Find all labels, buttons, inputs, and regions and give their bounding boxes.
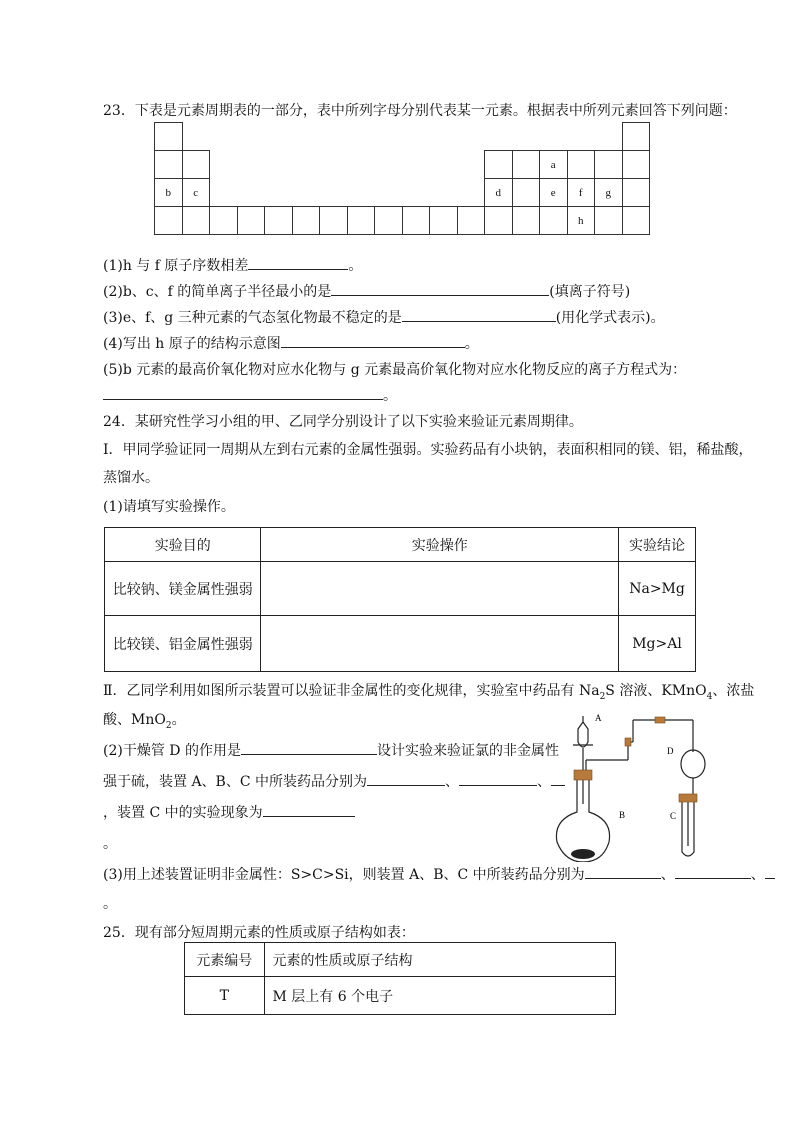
table-cell: 比较钠、镁金属性强弱 bbox=[105, 562, 261, 616]
pt-cell-f: f bbox=[567, 179, 595, 207]
pt-cell-d: d bbox=[485, 179, 513, 207]
pt-cell bbox=[155, 123, 183, 151]
table-cell: Na>Mg bbox=[619, 562, 696, 616]
answer-blank[interactable] bbox=[765, 864, 775, 879]
experiment-table bbox=[104, 527, 696, 672]
answer-blank[interactable] bbox=[241, 740, 377, 755]
answer-blank[interactable] bbox=[675, 864, 751, 879]
apparatus-diagram bbox=[555, 712, 725, 862]
pt-cell-e: e bbox=[540, 179, 568, 207]
answer-blank[interactable] bbox=[281, 333, 465, 348]
table-header: 元素编号 bbox=[185, 943, 265, 977]
pt-cell-a: a bbox=[540, 151, 568, 179]
q24-part1-line2: 蒸馏水。 bbox=[103, 470, 159, 486]
table-cell: T bbox=[185, 977, 265, 1015]
periodic-table-fragment bbox=[154, 122, 650, 235]
q23-part5-answer: 。 bbox=[103, 385, 397, 405]
table-header: 元素的性质或原子结构 bbox=[264, 943, 615, 977]
q24-sub2-line2: 强于硫，装置 A、B、C 中所装药品分别为 、 、 bbox=[103, 771, 565, 791]
answer-blank[interactable] bbox=[585, 864, 661, 879]
answer-blank[interactable] bbox=[263, 802, 355, 817]
q25-intro: 25．现有部分短周期元素的性质或原子结构如表： bbox=[103, 925, 415, 941]
element-table bbox=[184, 942, 616, 1015]
answer-blank[interactable] bbox=[402, 307, 556, 322]
table-header: 实验操作 bbox=[261, 528, 619, 562]
q24-sub3-end: 。 bbox=[103, 896, 117, 912]
q24-intro: 24．某研究性学习小组的甲、乙同学分别设计了以下实验来验证元素周期律。 bbox=[103, 414, 583, 430]
pt-cell bbox=[622, 123, 650, 151]
answer-blank[interactable] bbox=[367, 771, 445, 786]
q24-sub2-line1: (2)干燥管 D 的作用是 设计实验来验证氯的非金属性 bbox=[103, 740, 559, 760]
answer-blank[interactable] bbox=[248, 255, 348, 270]
label-b: B bbox=[619, 810, 626, 820]
table-header: 实验目的 bbox=[105, 528, 261, 562]
label-c: C bbox=[670, 811, 677, 821]
pt-cell-c: c bbox=[182, 179, 210, 207]
operation-answer-cell[interactable] bbox=[261, 562, 619, 616]
q23-part2: (2)b、c、f 的简单离子半径最小的是 (填离子符号) bbox=[103, 281, 630, 301]
funnel-a bbox=[578, 722, 588, 747]
label-a: A bbox=[595, 713, 602, 723]
table-cell: M 层上有 6 个电子 bbox=[264, 977, 615, 1015]
label-d: D bbox=[667, 746, 674, 756]
table-cell: Mg>Al bbox=[619, 616, 696, 672]
table-row bbox=[105, 616, 696, 672]
table-cell: 比较镁、铝金属性强弱 bbox=[105, 616, 261, 672]
q23-part5: (5)b 元素的最高价氧化物对应水化物与 g 元素最高价氧化物对应水化物反应的离子方程式为： bbox=[103, 362, 687, 378]
q24-sub1: (1)请填写实验操作。 bbox=[103, 499, 235, 515]
q23-intro: 23．下表是元素周期表的一部分，表中所列字母分别代表某一元素。根据表中所列元素回答下列问题： bbox=[103, 103, 737, 119]
q24-part2-line2: 酸、MnO$_2$。 bbox=[103, 712, 186, 731]
answer-blank[interactable] bbox=[459, 771, 537, 786]
table-row bbox=[185, 977, 616, 1015]
pt-cell-h: h bbox=[567, 207, 595, 235]
q24-sub3: (3)用上述装置证明非金属性：S>C>Si，则装置 A、B、C 中所装药品分别为 、 、 bbox=[103, 864, 775, 884]
q23-part1: (1)h 与 f 原子序数相差 。 bbox=[103, 255, 362, 275]
answer-blank[interactable] bbox=[331, 281, 549, 296]
q24-sub2-line3: ，装置 C 中的实验现象为 bbox=[103, 802, 355, 822]
q24-part2-line1: Ⅱ．乙同学利用如图所示装置可以验证非金属性的变化规律，实验室中药品有 $Na_2S$ 溶液、KMnO$_4$、浓盐 bbox=[103, 683, 755, 702]
q23-part3: (3)e、f、g 三种元素的气态氢化物最不稳定的是 (用化学式表示)。 bbox=[103, 307, 665, 327]
pt-cell-b: b bbox=[155, 179, 183, 207]
table-header: 实验结论 bbox=[619, 528, 696, 562]
q24-part1-line1: I．甲同学验证同一周期从左到右元素的金属性强弱。实验药品有小块钠，表面积相同的镁、铝，稀盐酸， bbox=[103, 442, 753, 458]
operation-answer-cell[interactable] bbox=[261, 616, 619, 672]
q24-sub2-end: 。 bbox=[103, 836, 117, 852]
answer-blank[interactable] bbox=[103, 385, 383, 400]
drying-tube-d bbox=[681, 750, 705, 778]
pt-cell-g: g bbox=[595, 179, 623, 207]
table-row bbox=[105, 562, 696, 616]
q23-part4: (4)写出 h 原子的结构示意图 。 bbox=[103, 333, 479, 353]
